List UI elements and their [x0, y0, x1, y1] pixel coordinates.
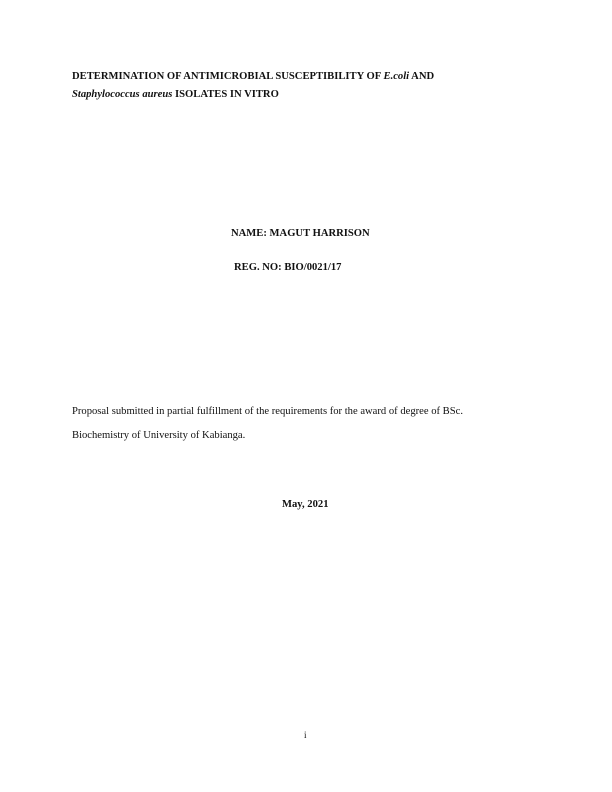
- title-organism-ecoli: E.coli: [383, 71, 410, 82]
- student-name: NAME: MAGUT HARRISON: [231, 228, 370, 239]
- document-title-line-2: [72, 89, 279, 100]
- title-text: DETERMINATION OF ANTIMICROBIAL SUSCEPTIBILITY OF: [72, 71, 384, 82]
- title-organism-staph: Staphylococcus aureus: [72, 89, 173, 100]
- title-text: AND: [409, 71, 435, 82]
- page-number: i: [304, 730, 307, 740]
- submission-date: May, 2021: [282, 499, 329, 510]
- registration-number: REG. NO: BIO/0021/17: [234, 262, 342, 273]
- proposal-statement-line-1: Proposal submitted in partial fulfillment of the requirements for the award of degree of BSc.: [72, 406, 463, 417]
- document-title-line-1: [72, 71, 434, 82]
- proposal-statement-line-2: Biochemistry of University of Kabianga.: [72, 430, 246, 441]
- title-text: ISOLATES IN VITRO: [172, 89, 279, 100]
